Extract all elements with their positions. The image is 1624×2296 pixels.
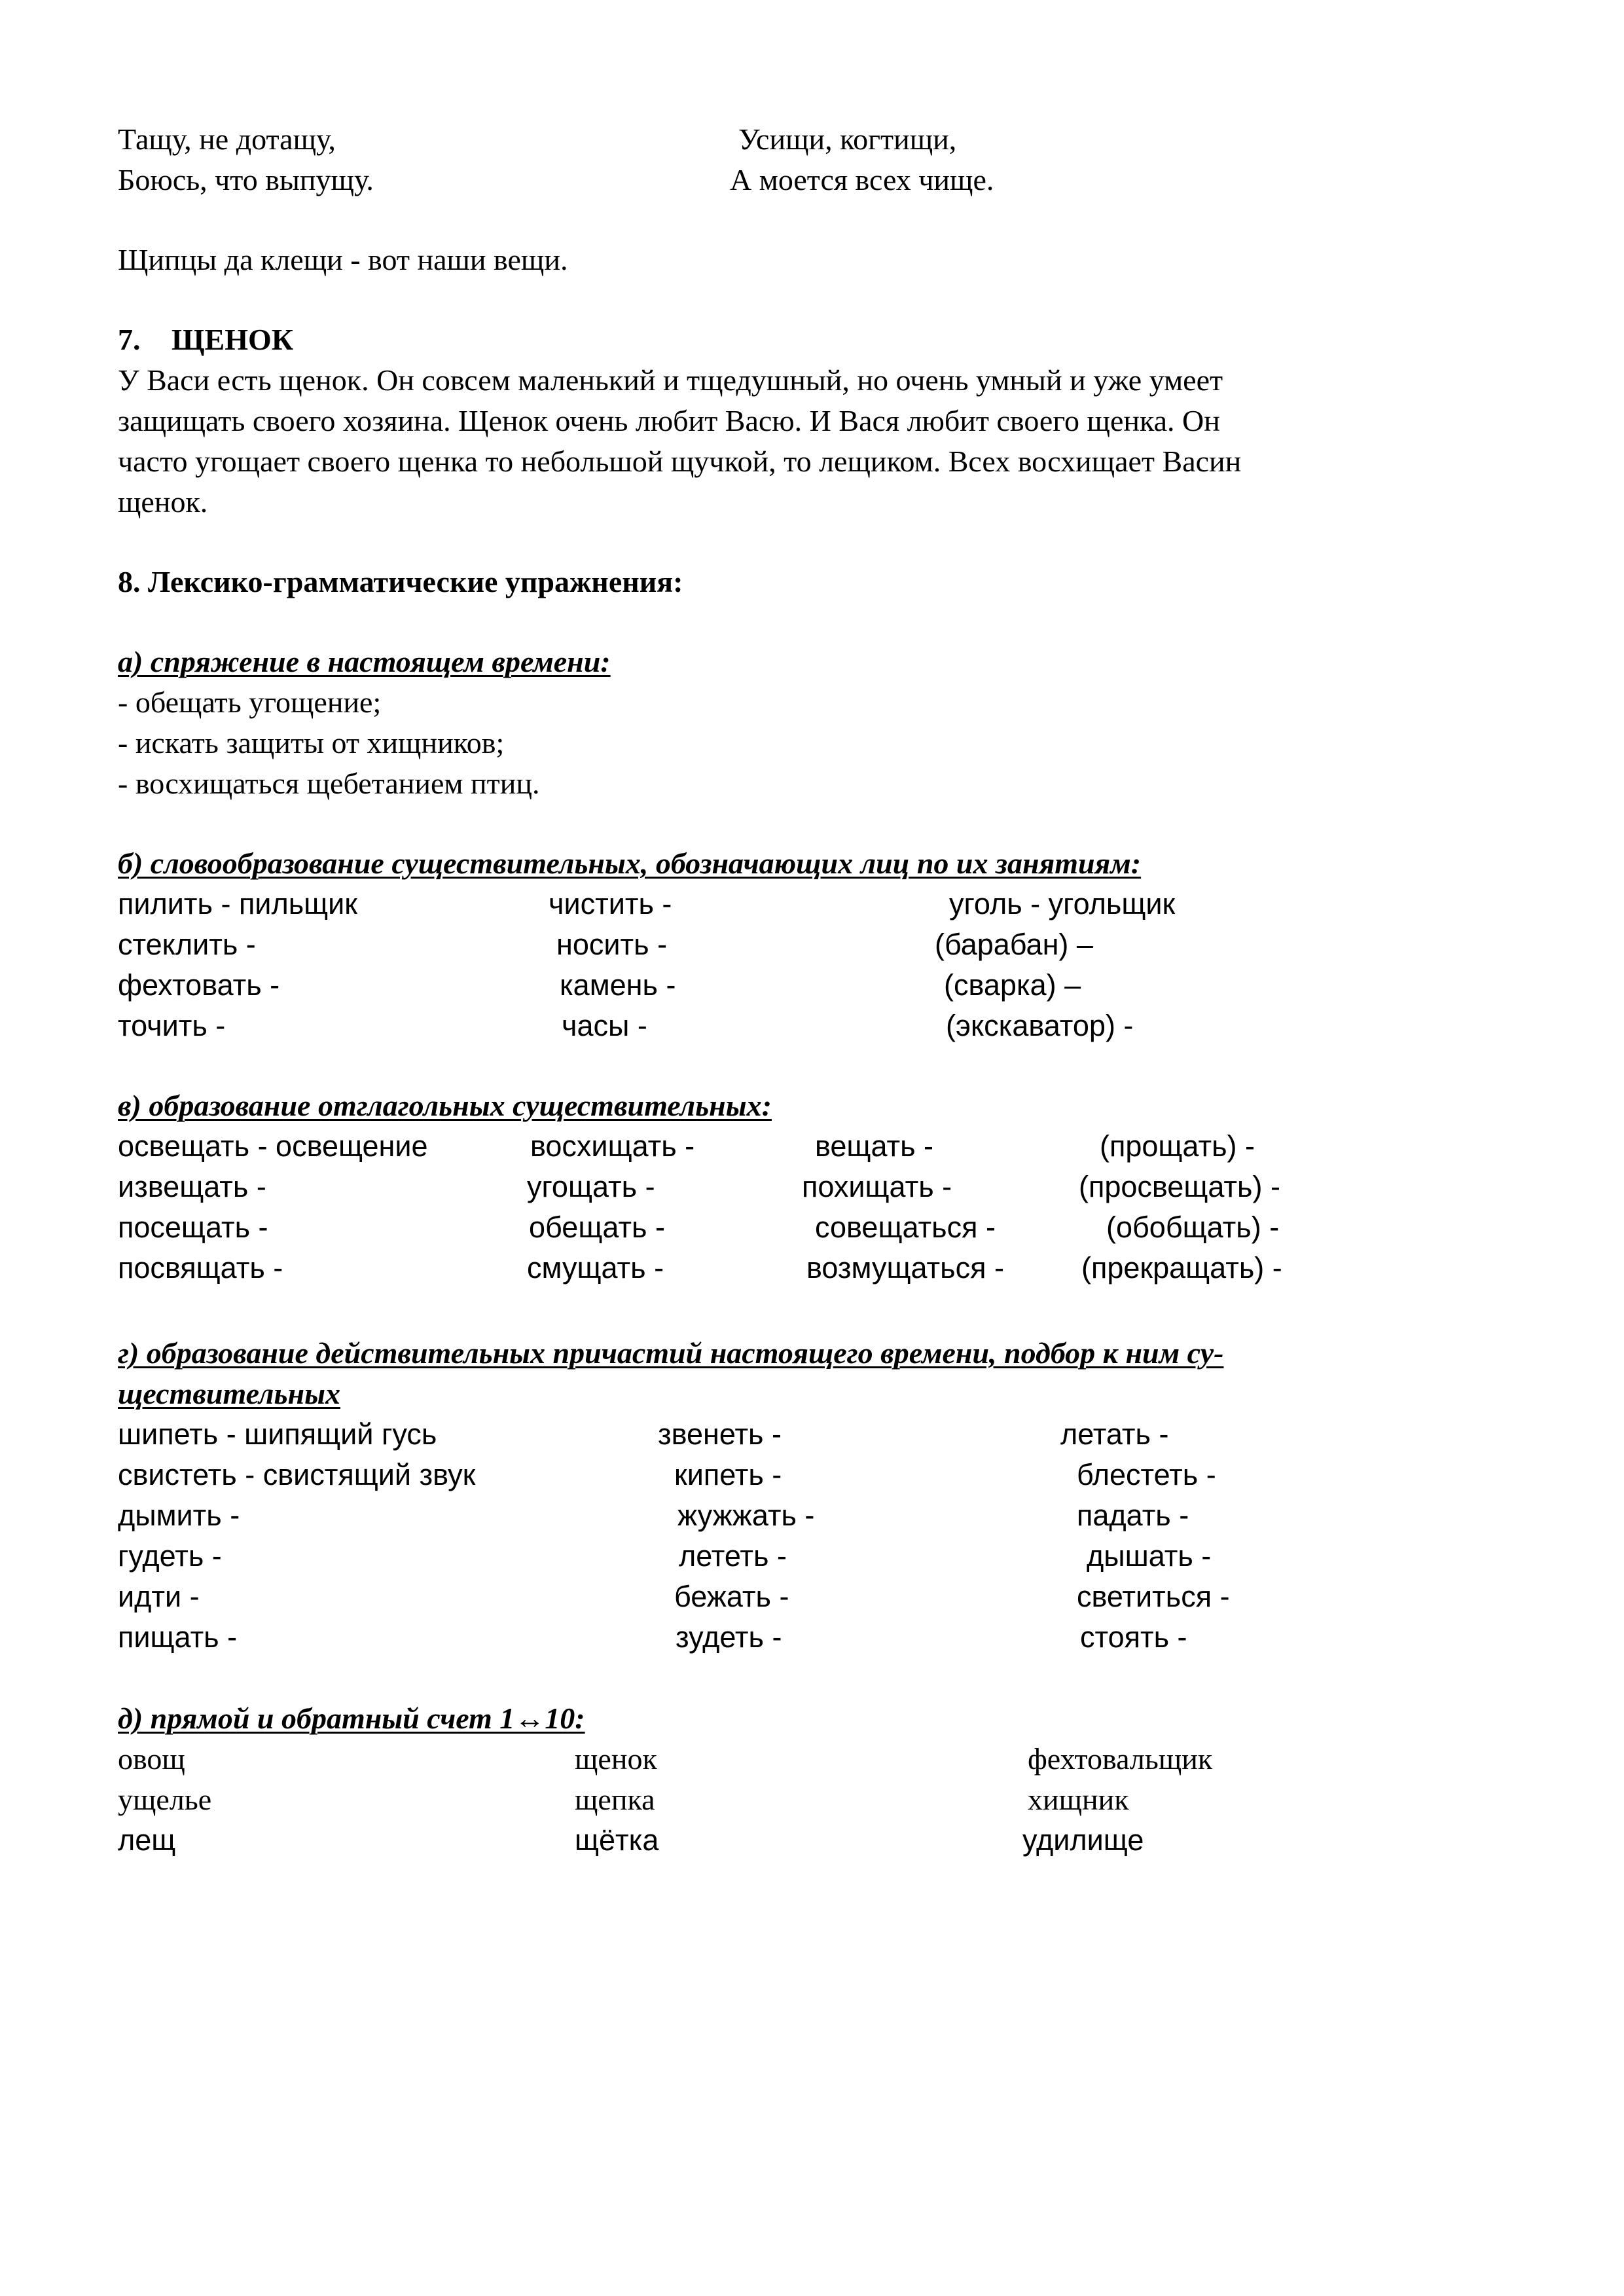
section-7-number: 7. xyxy=(118,323,141,356)
exercise-d-cell: гудеть - xyxy=(118,1539,222,1573)
exercise-d-cell: пищать - xyxy=(118,1620,238,1654)
exercise-e-word: щётка xyxy=(575,1823,659,1857)
exercise-b-cell: стеклить - xyxy=(118,928,256,961)
section-8-title: 8. Лексико-грамматические упражнения: xyxy=(118,565,683,598)
exercise-b-cell: пилить - пильщик xyxy=(118,887,357,920)
exercise-d-cell: шипеть - шипящий гусь xyxy=(118,1417,437,1451)
exercise-d-cell: блестеть - xyxy=(1077,1458,1216,1491)
exercise-c-cell: посвящать - xyxy=(118,1251,283,1285)
exercise-c-cell: посещать - xyxy=(118,1211,268,1244)
exercise-d-cell: дымить - xyxy=(118,1499,240,1532)
exercise-c-cell: освещать - освещение xyxy=(118,1129,428,1163)
exercise-b-cell: фехтовать - xyxy=(118,968,280,1002)
exercise-c-cell: (прекращать) - xyxy=(1081,1251,1282,1285)
exercise-b-cell: носить - xyxy=(556,928,668,961)
exercise-e-word: лещ xyxy=(118,1823,176,1857)
exercise-b-cell: чистить - xyxy=(549,887,672,920)
story-line-2: защищать своего хозяина. Щенок очень любит Васю. И Вася любит своего щенка. Он xyxy=(118,404,1220,437)
exercise-b-heading: б) словообразование существительных, обозначающих лиц по их занятиям: xyxy=(118,847,1142,880)
exercise-d-cell: кипеть - xyxy=(674,1458,782,1491)
exercise-b-cell: камень - xyxy=(560,968,676,1002)
exercise-a-heading: а) спряжение в настоящем времени: xyxy=(118,645,611,678)
exercise-e-word: фехтовальщик xyxy=(1028,1742,1213,1776)
exercise-d-cell: дышать - xyxy=(1087,1539,1212,1573)
exercise-d-cell: стоять - xyxy=(1080,1620,1187,1654)
exercise-e-heading: д) прямой и обратный счет 1↔10: xyxy=(118,1702,585,1735)
exercise-d-cell: падать - xyxy=(1077,1499,1189,1532)
exercise-c-cell: извещать - xyxy=(118,1170,266,1203)
exercise-d-cell: лететь - xyxy=(679,1539,787,1573)
exercise-a-item: - обещать угощение; xyxy=(118,685,382,719)
exercise-b-cell: (барабан) – xyxy=(935,928,1093,961)
riddle-right-line-1: Усищи, когтищи, xyxy=(738,122,957,156)
exercise-d-cell: жужжать - xyxy=(677,1499,815,1532)
exercise-e-word: удилище xyxy=(1022,1823,1144,1857)
exercise-e-word: ущелье xyxy=(118,1783,212,1816)
exercise-b-cell: (экскаватор) - xyxy=(946,1009,1134,1042)
exercise-d-cell: летать - xyxy=(1060,1417,1169,1451)
exercise-c-cell: вещать - xyxy=(815,1129,934,1163)
exercise-c-cell: (просвещать) - xyxy=(1079,1170,1280,1203)
exercise-b-cell: точить - xyxy=(118,1009,226,1042)
exercise-c-heading: в) образование отглагольных существительных: xyxy=(118,1089,772,1122)
exercise-c-cell: совещаться - xyxy=(815,1211,996,1244)
exercise-c-cell: смущать - xyxy=(527,1251,664,1285)
riddle-left-line-2: Боюсь, что выпущу. xyxy=(118,163,374,196)
exercise-d-heading-line-2: ществительных xyxy=(118,1377,340,1410)
exercise-d-cell: зудеть - xyxy=(676,1620,782,1654)
section-7-title: ЩЕНОК xyxy=(171,323,294,356)
exercise-c-cell: восхищать - xyxy=(530,1129,695,1163)
exercise-b-cell: часы - xyxy=(562,1009,647,1042)
exercise-c-cell: угощать - xyxy=(527,1170,655,1203)
exercise-d-cell: идти - xyxy=(118,1580,200,1613)
proverb: Щипцы да клещи - вот наши вещи. xyxy=(118,243,568,276)
exercise-a-item: - искать защиты от хищников; xyxy=(118,726,505,759)
exercise-b-cell: уголь - угольщик xyxy=(949,887,1176,920)
exercise-d-cell: светиться - xyxy=(1077,1580,1230,1613)
exercise-e-word: овощ xyxy=(118,1742,185,1776)
exercise-c-cell: возмущаться - xyxy=(806,1251,1004,1285)
exercise-d-cell: бежать - xyxy=(674,1580,789,1613)
riddle-left-line-1: Тащу, не дотащу, xyxy=(118,122,336,156)
exercise-c-cell: (прощать) - xyxy=(1100,1129,1255,1163)
exercise-c-cell: (обобщать) - xyxy=(1106,1211,1280,1244)
riddle-right-line-2: А моется всех чище. xyxy=(730,163,994,196)
exercise-d-cell: свистеть - свистящий звук xyxy=(118,1458,476,1491)
exercise-c-cell: обещать - xyxy=(529,1211,665,1244)
exercise-a-item: - восхищаться щебетанием птиц. xyxy=(118,767,540,800)
exercise-e-word: щепка xyxy=(575,1783,655,1816)
story-line-4: щенок. xyxy=(118,485,208,519)
exercise-c-cell: похищать - xyxy=(802,1170,952,1203)
exercise-e-word: хищник xyxy=(1028,1783,1129,1816)
exercise-e-word: щенок xyxy=(575,1742,657,1776)
exercise-b-cell: (сварка) – xyxy=(944,968,1081,1002)
exercise-d-cell: звенеть - xyxy=(658,1417,782,1451)
story-line-1: У Васи есть щенок. Он совсем маленький и тщедушный, но очень умный и уже умеет xyxy=(118,363,1223,397)
story-line-3: часто угощает своего щенка то небольшой щучкой, то лещиком. Всех восхищает Васин xyxy=(118,445,1242,478)
exercise-d-heading-line-1: г) образование действительных причастий настоящего времени, подбор к ним су- xyxy=(118,1336,1224,1370)
